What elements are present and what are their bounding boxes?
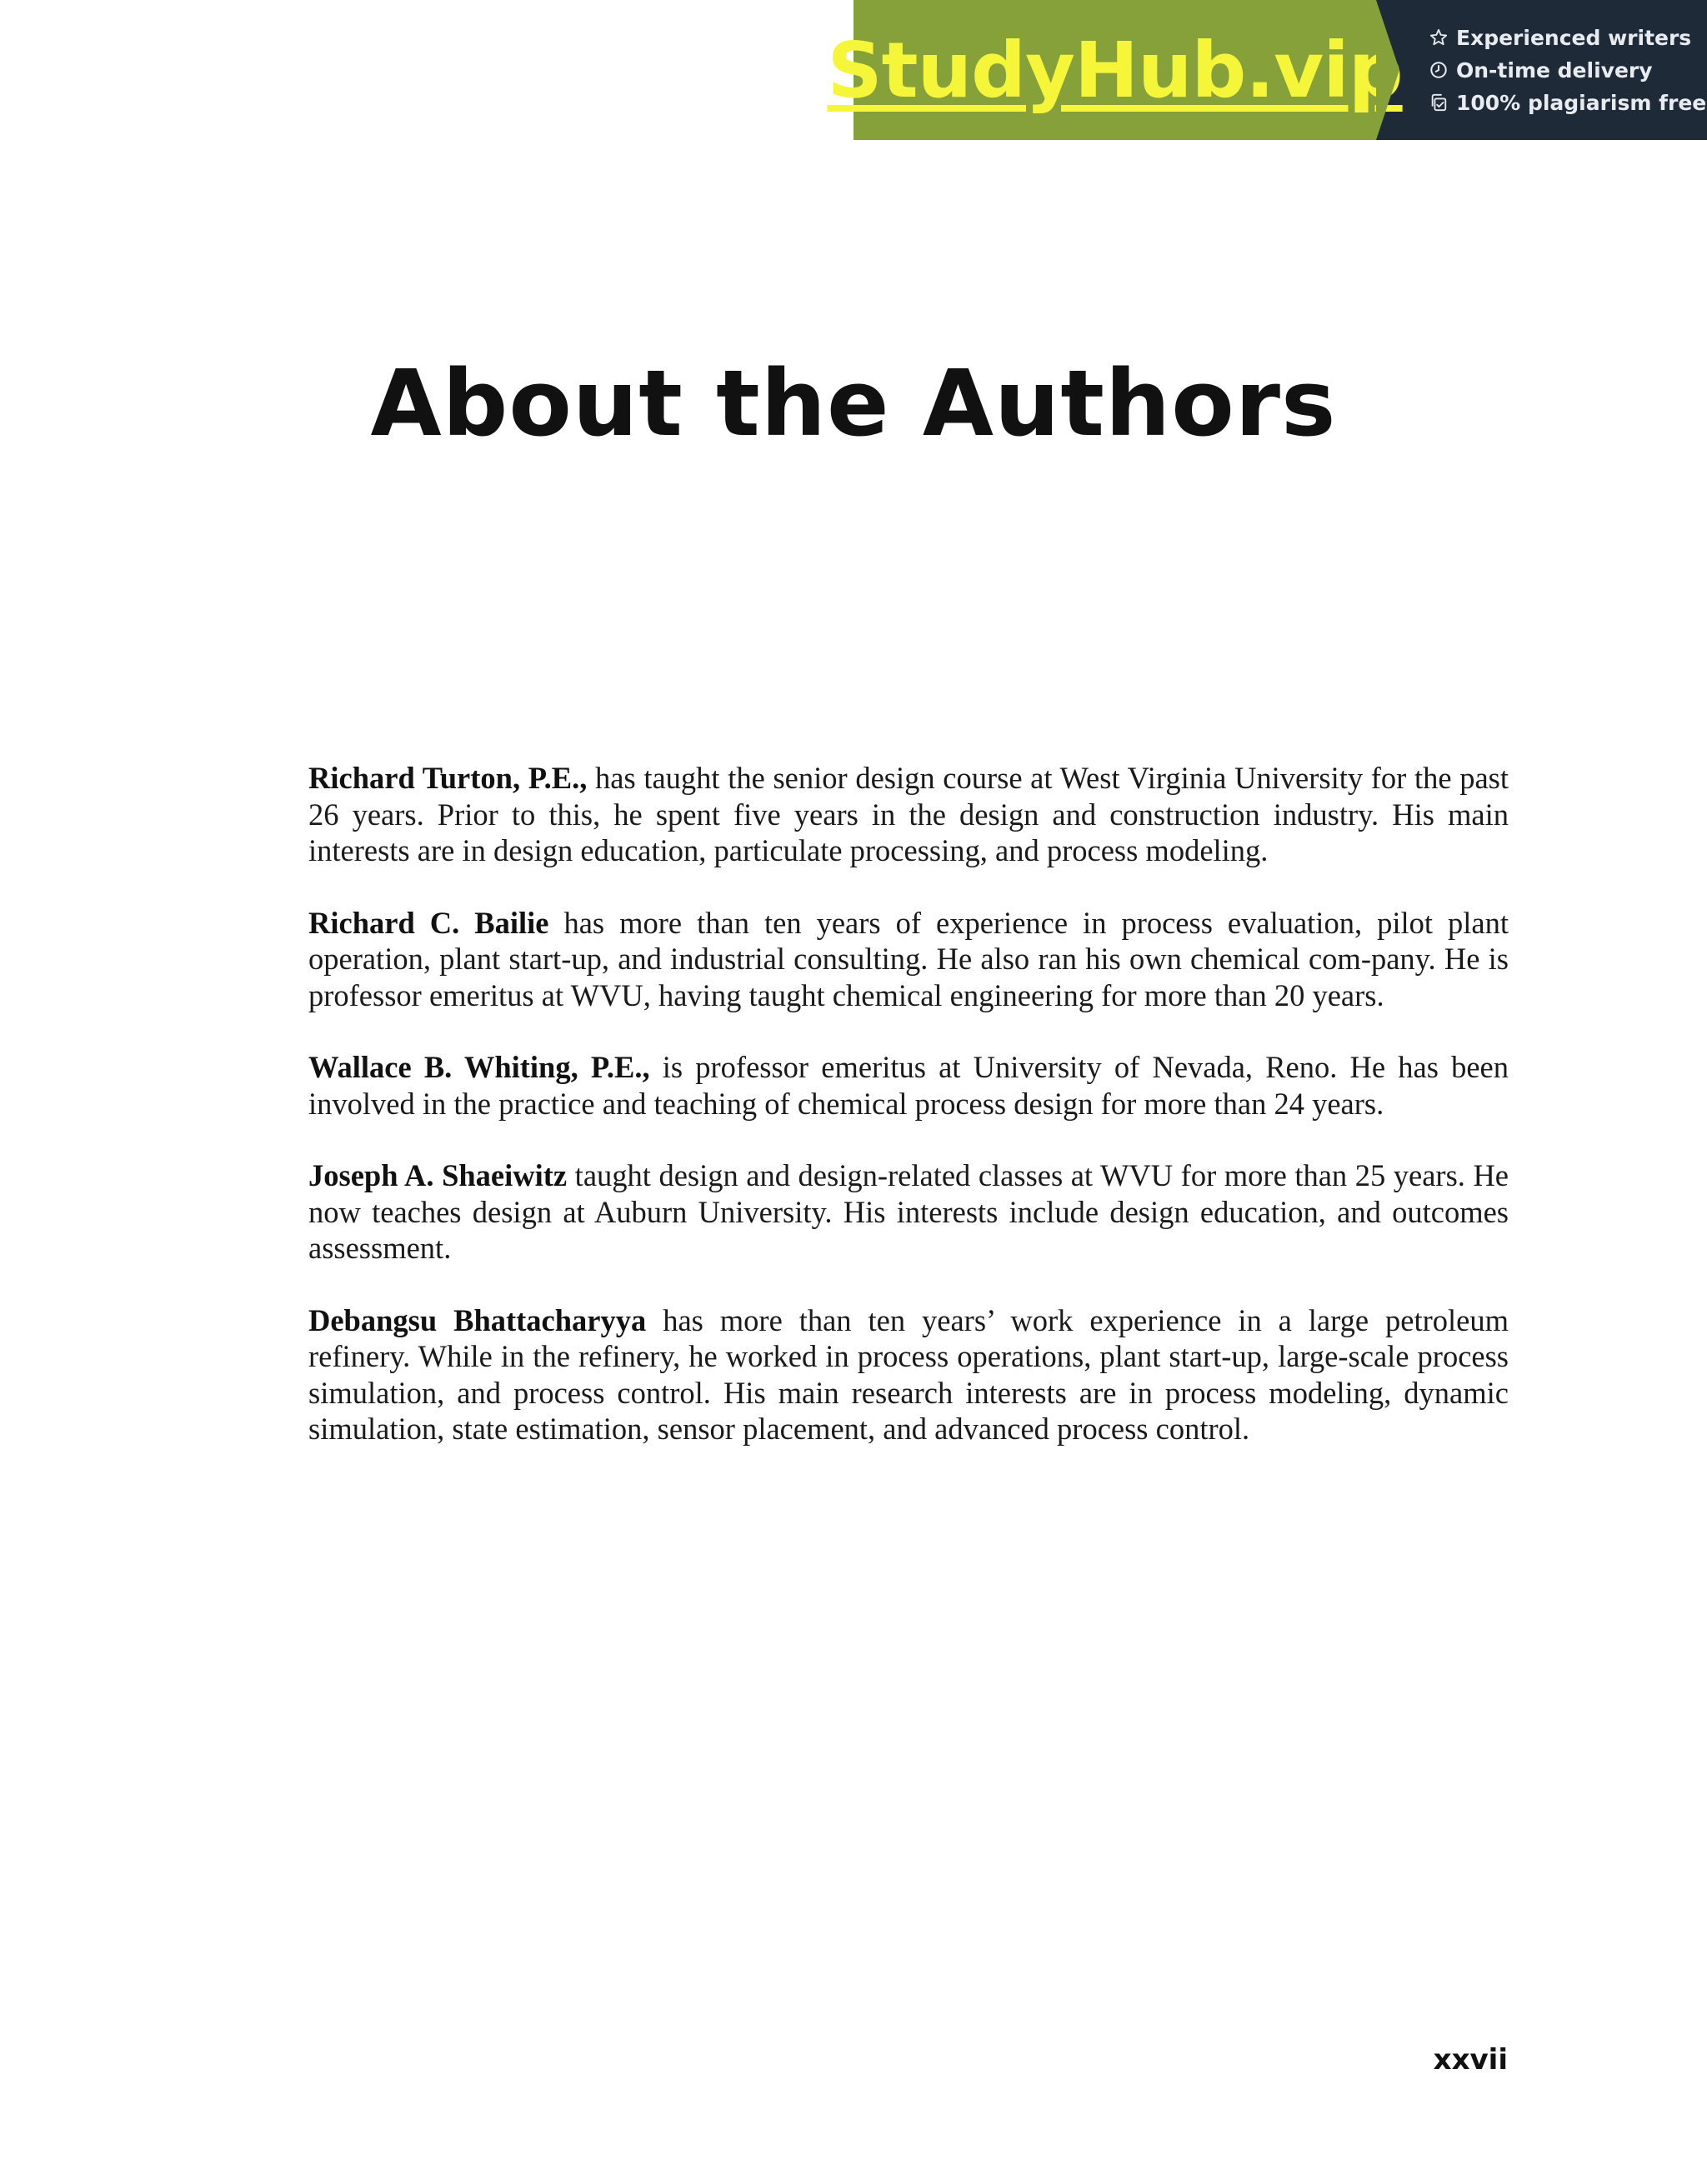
bio-text: is professor emeritus at University of Nevada, Reno. He has been involved in the practice and teaching of chemical process design for more than 24 years. <box>308 1050 1509 1121</box>
bio-richard-bailie <box>308 905 1509 1014</box>
bio-text: has taught the senior design course at West Virginia University for the past 26 years. Prior to this, he spent five years in the design and construction industry. His main interests are in design education, particulate processing, and process modeling. <box>308 761 1509 867</box>
page-number: xxvii <box>1433 2043 1508 2077</box>
bio-text: has more than ten years’ work experience in a large petroleum refinery. While in the refinery, he worked in process operations, plant start-up, large-scale process simulation, and process control. His main research interests are in process modeling, dynamic simulation, state estimation, sensor placement, and advanced process control. <box>308 1302 1509 1446</box>
feature-label: Experienced writers <box>1456 25 1692 50</box>
feature-on-time-delivery <box>1429 58 1707 82</box>
feature-label: On-time delivery <box>1456 57 1653 82</box>
clock-icon <box>1429 61 1448 79</box>
banner-divider <box>1376 0 1399 140</box>
feature-experienced-writers <box>1429 26 1707 50</box>
page-title: About the Authors <box>370 350 1337 457</box>
feature-label: 100% plagiarism free <box>1456 90 1707 115</box>
author-name: Richard C. Bailie <box>308 905 549 940</box>
bio-joseph-shaeiwitz <box>308 1157 1509 1267</box>
author-name: Joseph A. Shaeiwitz <box>308 1158 568 1192</box>
author-name: Debangsu Bhattacharyya <box>308 1302 647 1337</box>
bio-text: taught design and design-related classes at WVU for more than 25 years. He now teaches design at Auburn University. His interests include design education, and outcomes assessment. <box>308 1158 1509 1265</box>
studyhub-logo[interactable] <box>827 0 1403 140</box>
copy-icon <box>1429 93 1448 112</box>
bio-richard-turton <box>308 760 1509 869</box>
star-icon <box>1429 28 1448 47</box>
feature-plagiarism-free <box>1429 91 1707 115</box>
author-name: Richard Turton, P.E., <box>308 761 588 795</box>
bio-wallace-whiting <box>308 1049 1509 1122</box>
promo-banner[interactable] <box>827 0 1707 140</box>
author-bios <box>308 760 1509 1483</box>
logo-text: StudyHub.vip <box>827 25 1403 115</box>
bio-text: has more than ten years of experience in process evaluation, pilot plant operation, plant start-up, and industrial consulting. He also ran his own chemical com-pany. He is professor emeritus at WVU, having taught chemical engineering for more than 20 years. <box>308 905 1509 1012</box>
banner-features <box>1376 0 1707 140</box>
bio-debangsu-bhattacharyya <box>308 1302 1509 1447</box>
author-name: Wallace B. Whiting, P.E., <box>308 1050 650 1084</box>
